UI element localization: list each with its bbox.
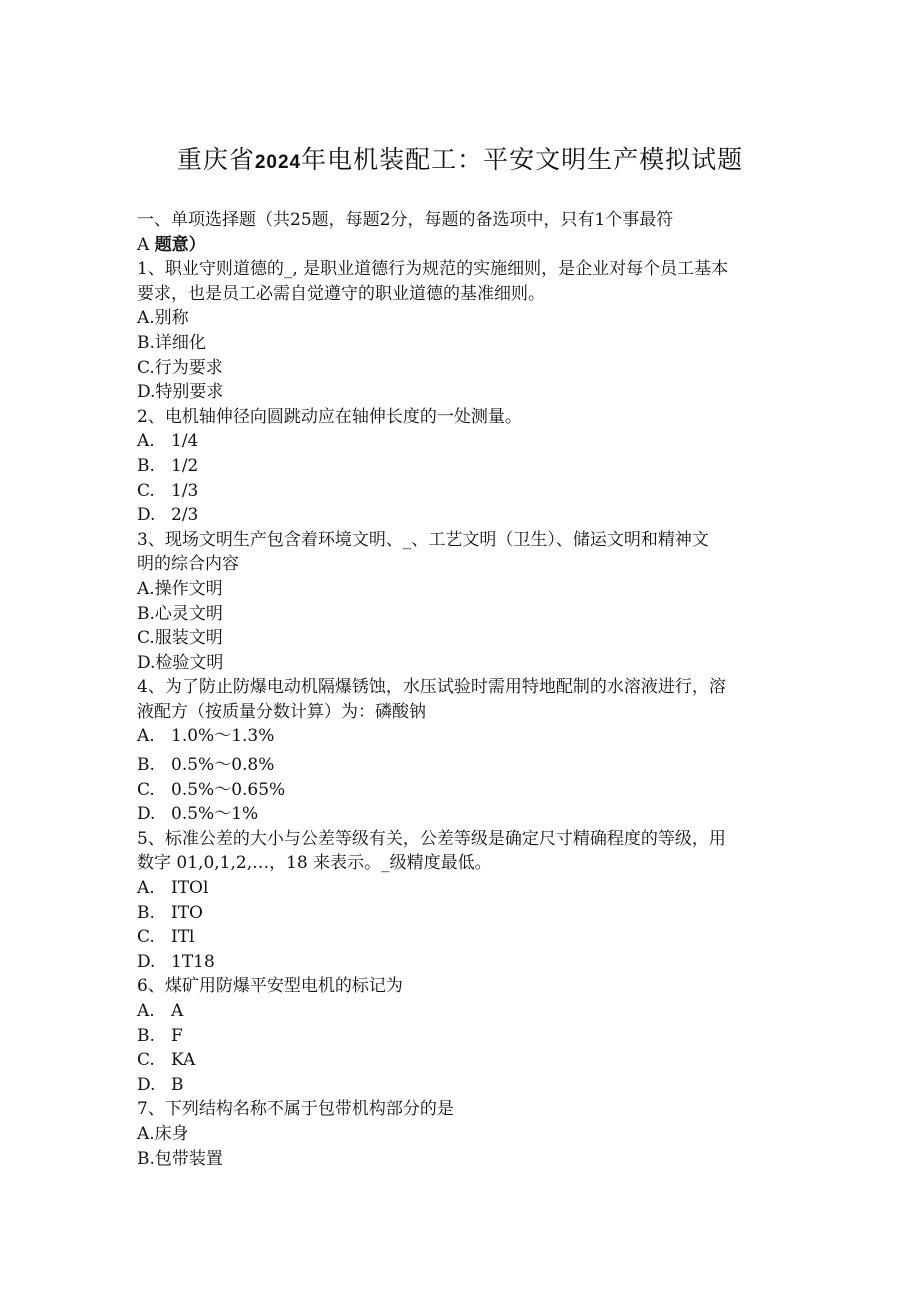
question-6-option-d xyxy=(137,1073,797,1098)
page-title xyxy=(0,140,920,176)
option-key: B. xyxy=(137,755,155,776)
question-1-option-a: A.别称 xyxy=(137,308,189,329)
question-5-option-a xyxy=(137,876,797,901)
question-1-line-2: 要求，也是员工必需自觉遵守的职业道德的基准细则。 xyxy=(137,283,545,304)
section-heading-a: A xyxy=(137,234,150,255)
title-suffix: 年电机装配工：平安文明生产模拟试题 xyxy=(301,145,744,174)
question-3-option-c: C.服装文明 xyxy=(137,628,223,649)
question-7: 7、下列结构名称不属于包带机构部分的是 xyxy=(137,1099,454,1120)
question-3-option-a: A.操作文明 xyxy=(137,578,223,599)
question-5-option-c xyxy=(137,925,797,950)
option-key: C. xyxy=(137,779,155,800)
option-value: B xyxy=(171,1074,184,1095)
option-key: B. xyxy=(137,1025,155,1046)
option-key: A. xyxy=(137,1001,155,1021)
section-heading-line-2 xyxy=(137,233,797,258)
option-key: D. xyxy=(137,804,156,825)
option-key: D. xyxy=(137,951,156,972)
question-6-option-a xyxy=(137,999,797,1024)
option-value: 1.0%～1.3% xyxy=(171,726,275,747)
question-4-option-b xyxy=(137,753,797,778)
option-value: ITl xyxy=(171,927,195,948)
option-key: A. xyxy=(137,431,155,452)
question-4-option-d xyxy=(137,802,797,827)
option-key: B. xyxy=(137,902,155,923)
option-value: F xyxy=(171,1025,183,1046)
question-1-line-1: 1、职业守则道德的_, 是职业道德行为规范的实施细则，是企业对每个员工基本 xyxy=(137,259,729,280)
question-3-line-1: 3、现场文明生产包含着环境文明、_、工艺文明（卫生）、储运文明和精神文 xyxy=(137,529,709,550)
option-value: ITOl xyxy=(171,878,209,899)
question-1-option-d: D.特别要求 xyxy=(137,382,224,403)
question-3-option-d: D.检验文明 xyxy=(137,652,224,673)
option-value: ITO xyxy=(171,902,203,923)
question-5-option-d xyxy=(137,950,797,975)
option-key: D. xyxy=(137,505,156,526)
question-5-option-b xyxy=(137,901,797,926)
question-4-line-1: 4、为了防止防爆电动机隔爆锈蚀，水压试验时需用特地配制的水溶液进行，溶 xyxy=(137,677,726,698)
question-2-option-d xyxy=(137,503,797,528)
question-2: 2、电机轴伸径向圆跳动应在轴伸长度的一处测量。 xyxy=(137,406,522,427)
question-7-option-b: B.包带装置 xyxy=(137,1148,223,1169)
question-5-line-2: 数字 01,0,1,2,…，18 来表示。_级精度最低。 xyxy=(137,853,492,874)
question-1-option-b: B.详细化 xyxy=(137,332,206,353)
option-value: 0.5%～0.65% xyxy=(171,779,286,800)
question-2-option-c xyxy=(137,479,797,504)
question-3-line-2: 明的综合内容 xyxy=(137,554,239,575)
option-value: 0.5%～1% xyxy=(171,804,259,825)
question-4-line-2: 液配方（按质量分数计算）为：磷酸钠 xyxy=(137,701,426,722)
title-prefix: 重庆省 xyxy=(176,145,255,174)
option-key: C. xyxy=(137,927,155,948)
question-6-option-b xyxy=(137,1024,797,1049)
question-5-line-1: 5、标准公差的大小与公差等级有关，公差等级是确定尺寸精确程度的等级，用 xyxy=(137,828,726,849)
question-7-option-a: A.床身 xyxy=(137,1123,189,1144)
option-key: A. xyxy=(137,878,155,899)
question-4-option-c xyxy=(137,778,797,803)
option-key: B. xyxy=(137,455,155,476)
option-key: A. xyxy=(137,726,155,747)
option-value: A xyxy=(171,1001,184,1021)
option-key: D. xyxy=(137,1074,156,1095)
title-year: 2024 xyxy=(254,152,302,173)
option-key: C. xyxy=(137,1050,155,1071)
option-value: KA xyxy=(171,1050,196,1071)
question-3-option-b: B.心灵文明 xyxy=(137,603,223,624)
option-key: C. xyxy=(137,480,155,501)
section-heading-b: 题意） xyxy=(154,234,206,255)
option-value: 0.5%～0.8% xyxy=(171,755,275,776)
question-1-option-c: C.行为要求 xyxy=(137,357,223,378)
section-heading-line-1: 一、单项选择题（共25题，每题2分，每题的备选项中，只有1个事最符 xyxy=(137,210,674,230)
question-2-option-a xyxy=(137,429,797,454)
exam-body xyxy=(137,208,797,1171)
question-6: 6、煤矿用防爆平安型电机的标记为 xyxy=(137,976,403,997)
option-value: 2/3 xyxy=(171,505,199,526)
question-2-option-b xyxy=(137,454,797,479)
question-6-option-c xyxy=(137,1048,797,1073)
option-value: 1T18 xyxy=(171,951,215,972)
option-value: 1/4 xyxy=(171,431,199,452)
option-value: 1/3 xyxy=(171,480,199,501)
question-4-option-a xyxy=(137,724,797,749)
option-value: 1/2 xyxy=(171,455,199,476)
